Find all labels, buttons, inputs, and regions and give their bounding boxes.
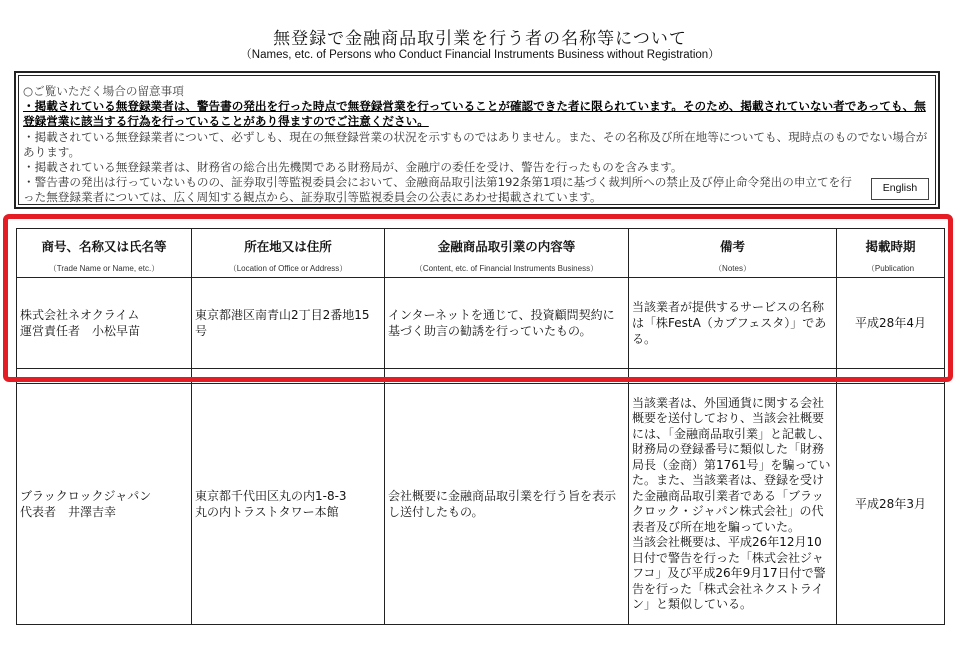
english-button[interactable]: English xyxy=(871,178,929,200)
table-row xyxy=(17,384,945,625)
notice-line: ・掲載されている無登録業者について、必ずしも、現在の無登録営業の状況を示すものではありません。また、その名称及び所在地等についても、現時点のものでない場合があります。 xyxy=(23,129,928,159)
column-header-notes: 備考 （Notes） xyxy=(629,229,837,278)
table-header-row xyxy=(17,229,945,278)
notice-line: ・警告書の発出は行っていないものの、証券取引等監視委員会において、金融商品取引法第192条第1項に基づく裁判所への禁止及び停止命令発出の申立てを行った無登録業者については、広く周知する観点から、証券取引等監視委員会の公表にあわせ掲載されています。 xyxy=(23,175,852,205)
column-header-publication: 掲載時期 （Publication xyxy=(837,229,945,278)
notice-line: ・掲載されている無登録業者は、財務省の総合出先機関である財務局が、金融庁の委任を受け、警告を行ったものを含みます。 xyxy=(23,160,683,175)
page-title: 無登録で金融商品取引業を行う者の名称等について xyxy=(273,29,687,49)
cell-name: 株式会社ネオクライム 運営責任者 小松早苗 xyxy=(17,278,192,369)
cell-address: 東京都港区南青山2丁目2番地15号 xyxy=(192,278,385,369)
registry-table xyxy=(16,228,945,625)
cell-content: インターネットを通じて、投資顧問契約に基づく助言の勧誘を行っていたもの。 xyxy=(385,278,629,369)
notice-heading: ○ご覧いただく場合の留意事項 xyxy=(23,84,184,98)
notice-warning: ・掲載されている無登録業者は、警告書の発出を行った時点で無登録営業を行っていることが確認できた者に限られています。そのため、掲載されていない者であっても、無登録営業に該当する行為を行っていることがあり得ますのでご注意ください。 xyxy=(23,99,926,129)
cell-date: 平成28年4月 xyxy=(837,278,945,369)
cell-name: ブラックロックジャパン 代表者 井澤吉幸 xyxy=(17,384,192,625)
table-row-empty xyxy=(17,369,945,384)
cell-notes: 当該業者は、外国通貨に関する会社概要を送付しており、当該会社概要には、「金融商品取引業」と記載し、財務局の登録番号に類似した「財務局長（金商）第1761号」を騙っていた。また、当該業者は、登録を受けた金融商品取引業者である「ブラックロック・ジャパン株式会社」の代表者及び所在地を騙っていた。 当該会社概要は、平成26年12月10日付で警告を行った「株式会社ジャフコ」及び平成26年9月17日付で警告を行った「株式会社ネクストライン」と類似している。 xyxy=(629,384,837,625)
notice-box xyxy=(14,71,940,209)
column-header-content: 金融商品取引業の内容等 （Content, etc. of Financial Instruments Business） xyxy=(385,229,629,278)
table-row xyxy=(17,278,945,369)
cell-address: 東京都千代田区丸の内1-8-3 丸の内トラストタワー本館 xyxy=(192,384,385,625)
column-header-address: 所在地又は住所 （Location of Office or Address） xyxy=(192,229,385,278)
column-header-name: 商号、名称又は氏名等 （Trade Name or Name, etc.） xyxy=(17,229,192,278)
cell-notes: 当該業者が提供するサービスの名称は「株FestA（カブフェスタ）」である。 xyxy=(629,278,837,369)
page-subtitle: （Names, etc. of Persons who Conduct Financial Instruments Business without Registration） xyxy=(240,49,720,61)
cell-content: 会社概要に金融商品取引業を行う旨を表示し送付したもの。 xyxy=(385,384,629,625)
cell-date: 平成28年3月 xyxy=(837,384,945,625)
